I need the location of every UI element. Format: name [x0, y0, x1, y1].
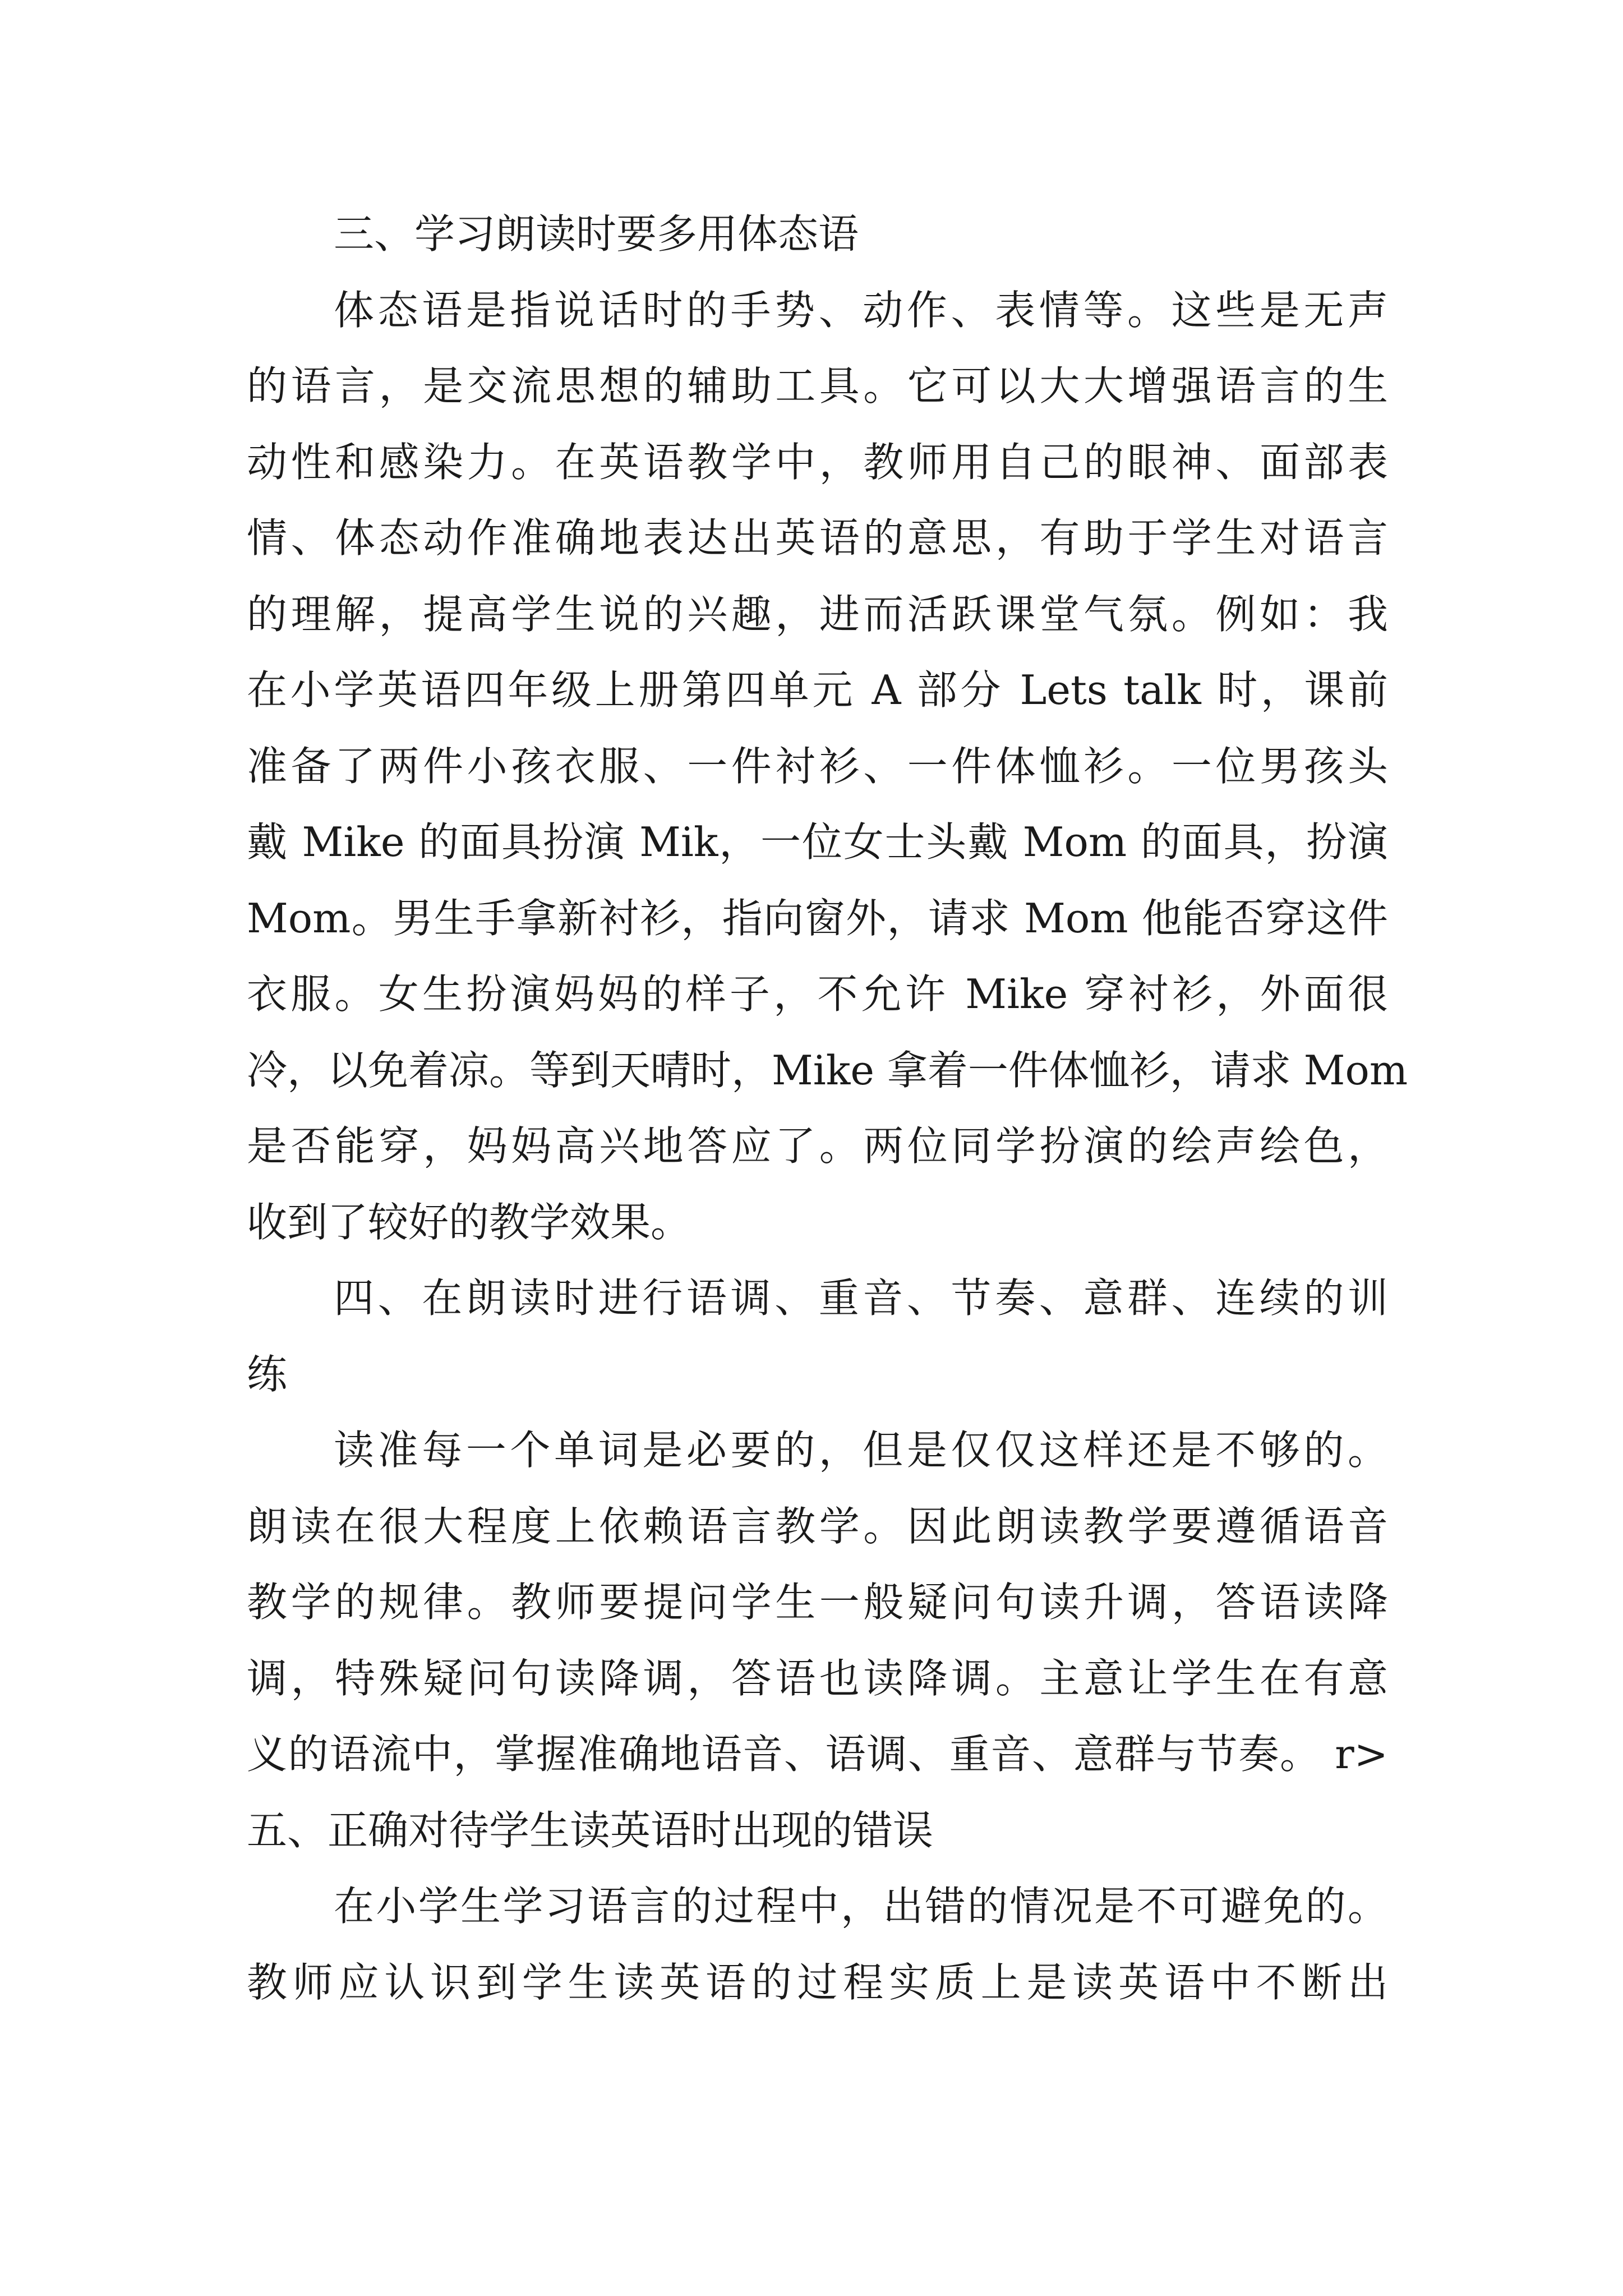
- paragraph-line: 的理解，提高学生说的兴趣，进而活跃课堂气氛。例如：我: [247, 590, 1388, 638]
- paragraph-line: 情、体态动作准确地表达出英语的意思，有助于学生对语言: [247, 514, 1388, 562]
- section-heading-4-cont: 练: [247, 1350, 288, 1398]
- paragraph-line: 冷，以免着凉。等到天晴时，Mike 拿着一件体恤衫，请求 Mom: [247, 1046, 1408, 1094]
- paragraph-line: 动性和感染力。在英语教学中，教师用自己的眼神、面部表: [247, 438, 1388, 486]
- section-heading-5: 五、正确对待学生读英语时出现的错误: [247, 1806, 934, 1854]
- paragraph-line: 义的语流中，掌握准确地语音、语调、重音、意群与节奏。 r>: [247, 1731, 1388, 1778]
- paragraph-line: 收到了较好的教学效果。: [247, 1198, 691, 1246]
- document-page: [247, 196, 1408, 2021]
- paragraph-line: 教学的规律。教师要提问学生一般疑问句读升调，答语读降: [247, 1579, 1388, 1626]
- paragraph-line: 的语言，是交流思想的辅助工具。它可以大大增强语言的生: [247, 362, 1388, 409]
- paragraph-line: 在小学英语四年级上册第四单元 A 部分 Lets talk 时，课前: [247, 666, 1388, 714]
- section-heading-4: 四、在朗读时进行语调、重音、节奏、意群、连续的训: [334, 1274, 1388, 1322]
- paragraph-line: 准备了两件小孩衣服、一件衬衫、一件体恤衫。一位男孩头: [247, 742, 1388, 790]
- paragraph-line: 是否能穿，妈妈高兴地答应了。两位同学扮演的绘声绘色，: [247, 1122, 1388, 1170]
- paragraph-line: 体态语是指说话时的手势、动作、表情等。这些是无声: [334, 286, 1388, 334]
- paragraph-line: 读准每一个单词是必要的，但是仅仅这样还是不够的。: [334, 1427, 1388, 1474]
- paragraph-line: 在小学生学习语言的过程中，出错的情况是不可避免的。: [334, 1883, 1388, 1930]
- section-heading-3: 三、学习朗读时要多用体态语: [334, 210, 859, 257]
- paragraph-line: 教师应认识到学生读英语的过程实质上是读英语中不断出: [247, 1958, 1388, 2006]
- paragraph-line: 朗读在很大程度上依赖语言教学。因此朗读教学要遵循语音: [247, 1502, 1388, 1550]
- paragraph-line: 戴 Mike 的面具扮演 Mik，一位女士头戴 Mom 的面具，扮演: [247, 818, 1388, 866]
- paragraph-line: 衣服。女生扮演妈妈的样子，不允许 Mike 穿衬衫，外面很: [247, 970, 1388, 1018]
- paragraph-line: Mom。男生手拿新衬衫，指向窗外，请求 Mom 他能否穿这件: [247, 894, 1388, 942]
- paragraph-line: 调，特殊疑问句读降调，答语也读降调。主意让学生在有意: [247, 1654, 1388, 1702]
